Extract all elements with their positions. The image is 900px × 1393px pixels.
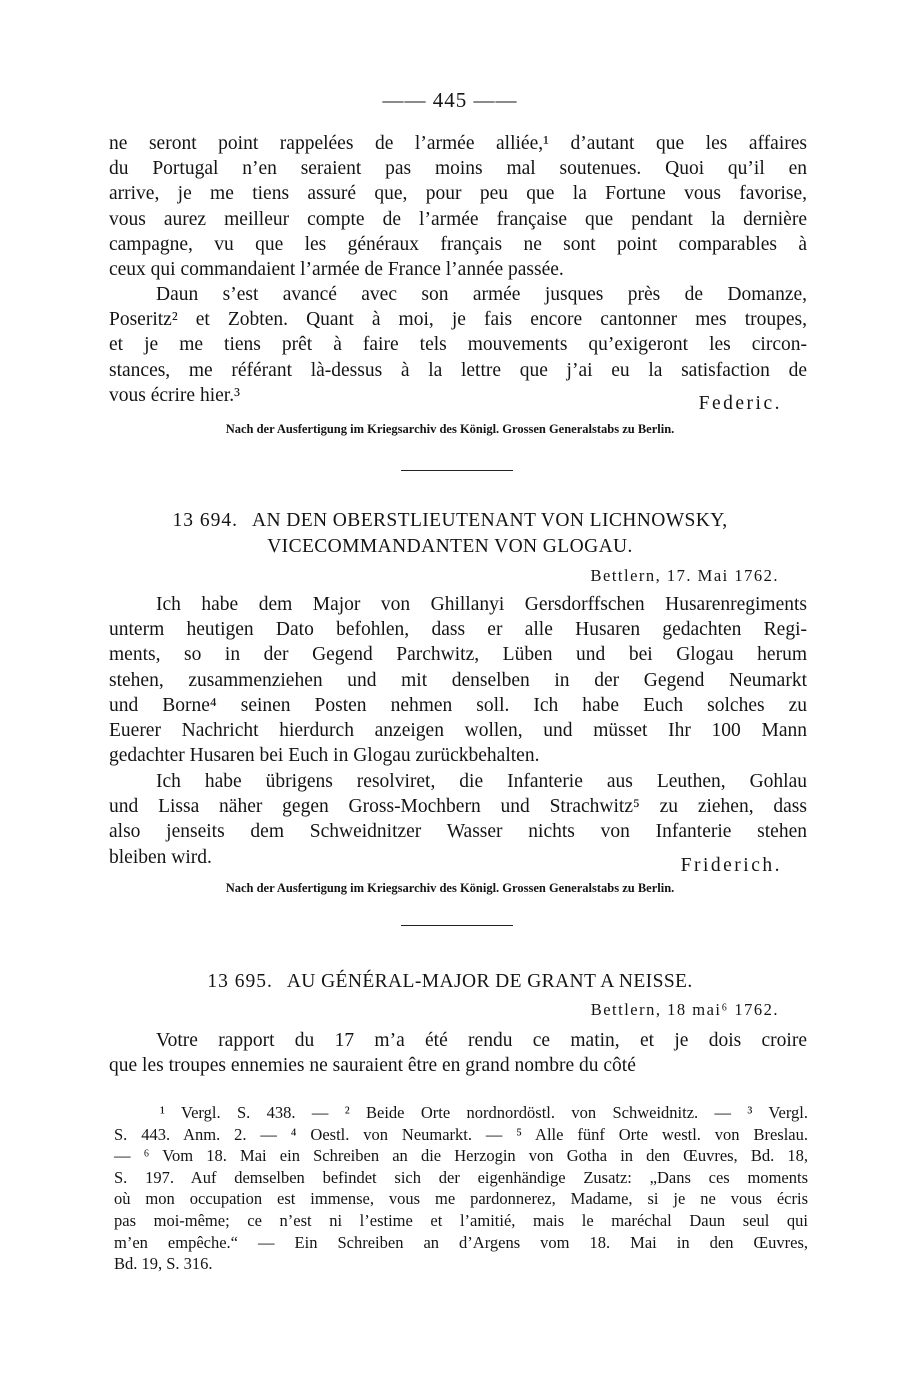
letter-number: 13 694. [172,510,239,531]
text-line: und Borne⁴ seinen Posten nehmen soll. Ich habe Euch solches zu [109,694,807,716]
letter-continuation-paragraph-1 [109,131,807,282]
text-line: stehen, zusammenziehen und mit denselben in der Gegend Neumarkt [109,669,807,691]
text-line: du Portugal n’en seraient pas moins mal soutenues. Quoi qu’il en [109,158,807,180]
dateline: Bettlern, 17. Mai 1762. [590,566,779,585]
footnote-line: S. 443. Anm. 2. — ⁴ Oestl. von Neumarkt. — ⁵ Alle fünf Orte westl. von Breslau. [114,1124,808,1144]
text-line: unterm heutigen Dato befohlen, dass er alle Husaren gedachten Regi- [109,619,807,641]
letter-heading-text: AU GÉNÉRAL-MAJOR DE GRANT A NEISSE. [286,971,693,992]
text-line: und Lissa näher gegen Gross-Mochbern und Strachwitz⁵ zu ziehen, dass [109,796,807,818]
letter-heading-line-2: VICECOMMANDANTEN VON GLOGAU. [267,536,633,557]
text-line: ceux qui commandaient l’armée de France l’année passée. [109,259,564,281]
text-line: Daun s’est avancé avec son armée jusques près de Domanze, [156,284,807,305]
text-line: ne seront point rappelées de l’armée alliée,¹ d’autant que les affaires [109,133,807,154]
letter-continuation-paragraph-2 [109,282,807,408]
footnote-line: S. 197. Auf demselben befindet sich der eigenhändige Zusatz: „Dans ces moments [114,1167,808,1187]
text-line: ments, so in der Gegend Parchwitz, Lüben und bei Glogau herum [109,644,807,666]
source-note: Nach der Ausfertigung im Kriegsarchiv des Königl. Grossen Generalstabs zu Berlin. [225,881,675,895]
section-divider [401,470,513,471]
text-line: Euerer Nachricht hierdurch anzeigen wollen, und müsset Ihr 100 Mann [109,720,807,742]
text-line: bleiben wird. [109,846,212,868]
signature-federic: Federic. [698,393,782,414]
text-line: Ich habe dem Major von Ghillanyi Gersdorffschen Husarenregiments [156,594,807,615]
footnotes [114,1102,808,1275]
letter-heading-13695 [0,968,900,995]
dateline: Bettlern, 18 mai⁶ 1762. [590,1000,779,1019]
text-line: stances, me référant là-dessus à la lettre que j’ai eu la satisfaction de [109,359,807,381]
footnote-line: où mon occupation est immense, vous me pardonnerez, Madame, si je ne vous écris [114,1189,808,1209]
section-divider [401,925,513,926]
text-line: gedachter Husaren bei Euch in Glogau zurückbehalten. [109,745,540,767]
letter-heading-13694 [0,507,900,534]
letter-13694-paragraph-1 [109,592,807,768]
text-line: vous aurez meilleur compte de l’armée française que pendant la dernière [109,208,807,230]
footnote-line: m’en empêche.“ — Ein Schreiben an d’Argens vom 18. Mai in den Œuvres, [114,1232,808,1252]
signature-friderich: Friderich. [680,855,782,876]
text-line: campagne, vu que les généraux français ne sont point comparables à [109,233,807,255]
text-line: Votre rapport du 17 m’a été rendu ce matin, et je dois croire [156,1030,807,1051]
letter-number: 13 695. [207,971,273,992]
footnote-line: — ⁶ Vom 18. Mai ein Schreiben an die Herzogin von Gotha in den Œuvres, Bd. 18, [114,1146,808,1166]
letter-heading-line-1: AN DEN OBERSTLIEUTENANT VON LICHNOWSKY, [252,510,728,531]
text-line: que les troupes ennemies ne sauraient être en grand nombre du côté [109,1055,636,1077]
source-note: Nach der Ausfertigung im Kriegsarchiv des Königl. Grossen Generalstabs zu Berlin. [225,422,675,436]
text-line: et je me tiens prêt à faire tels mouvements qu’exigeront les circon- [109,334,807,356]
page-number: —— 445 —— [382,88,518,112]
text-line: Poseritz² et Zobten. Quant à moi, je fais encore cantonner mes troupes, [109,309,807,331]
text-line: arrive, je me tiens assuré que, pour peu que la Fortune vous favorise, [109,183,807,205]
footnote-line: ¹ Vergl. S. 438. — ² Beide Orte nordnordöstl. von Schweidnitz. — ³ Vergl. [160,1103,808,1122]
footnote-line: Bd. 19, S. 316. [114,1254,213,1274]
page-number-value: 445 [432,88,468,112]
letter-13695-paragraph-1 [109,1028,807,1078]
footnote-line: pas moi-même; ce n’est ni l’estime et l’amitié, mais le maréchal Daun seul qui [114,1210,808,1230]
text-line: also jenseits dem Schweidnitzer Wasser nichts von Infanterie stehen [109,821,807,843]
text-line: Ich habe übrigens resolviret, die Infanterie aus Leuthen, Gohlau [156,771,807,792]
text-line: vous écrire hier.³ [109,384,240,406]
